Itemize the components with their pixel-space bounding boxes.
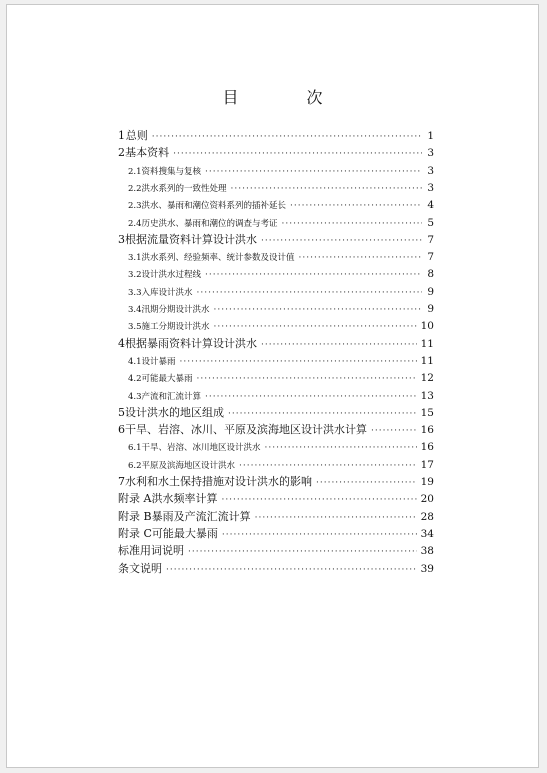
toc-entry-label: 施工分期设计洪水 [141, 322, 210, 333]
dot-leader [261, 234, 422, 248]
toc-entry-page: 9 [427, 303, 434, 315]
dot-leader [231, 182, 422, 196]
toc-entry [118, 406, 434, 420]
toc-entry [128, 319, 434, 333]
toc-entry-page: 20 [420, 493, 434, 506]
toc-entry-label: 干旱、岩溶、冰川、平原及滨海地区设计洪水计算 [125, 423, 367, 437]
toc-entry [128, 285, 434, 299]
dot-leader [205, 165, 422, 179]
toc-entry-number: 附录 A [118, 492, 152, 506]
toc-entry [128, 371, 434, 385]
dot-leader [371, 424, 417, 438]
toc-entry [128, 267, 434, 281]
toc-entry [128, 440, 434, 454]
toc-entry-number: 4 [118, 336, 125, 350]
dot-leader [290, 199, 422, 213]
toc-entry-number: 4.3 [128, 391, 142, 402]
toc-entry-label: 设计暴雨 [141, 356, 176, 367]
toc-entry [128, 164, 434, 178]
toc-entry-number: 3.4 [128, 305, 142, 315]
toc-entry-label: 洪水系列、经验频率、统计参数及设计值 [141, 253, 295, 264]
toc-entry-page: 16 [420, 424, 434, 437]
dot-leader [299, 251, 422, 265]
toc-entry-label: 条文说明 [118, 561, 162, 575]
toc-entry-number: 4.1 [128, 356, 142, 367]
toc-entry-number: 4.2 [128, 374, 142, 385]
toc-entry-label: 洪水频率计算 [151, 492, 218, 506]
toc-entry [118, 527, 434, 541]
toc-entry-page: 39 [420, 562, 434, 575]
toc-entry-page: 3 [427, 147, 434, 160]
toc-entry-number: 3.1 [128, 253, 142, 264]
toc-entry [118, 492, 434, 506]
toc-entry-label: 基本资料 [125, 146, 170, 160]
toc-entry [128, 389, 434, 403]
toc-entry-label: 汛期分期设计洪水 [141, 305, 210, 315]
toc-entry [118, 544, 434, 558]
toc-entry-page: 17 [420, 458, 434, 471]
dot-leader [173, 147, 422, 161]
toc-entry-page: 12 [420, 372, 434, 385]
toc-entry-page: 34 [420, 527, 434, 540]
toc-entry-number: 3.3 [128, 287, 142, 298]
toc-entry [118, 475, 434, 489]
toc-entry-label: 标准用词说明 [118, 544, 184, 558]
dot-leader [255, 511, 417, 525]
toc-entry [128, 216, 434, 230]
toc-entry-number: 3.5 [128, 322, 142, 333]
toc-entry [118, 146, 434, 160]
dot-leader [282, 217, 422, 231]
toc-entry-page: 5 [427, 216, 434, 229]
toc-entry-label: 可能最大暴雨 [141, 374, 193, 385]
toc-entry [118, 129, 434, 143]
toc-entry-label: 入库设计洪水 [141, 287, 193, 298]
toc-entry [118, 233, 434, 247]
toc-entry-page: 4 [427, 199, 434, 212]
toc-entry [118, 423, 434, 437]
toc-entry-number: 7 [118, 475, 125, 488]
toc-entry-label: 可能最大暴雨 [151, 526, 218, 540]
document-page [6, 4, 539, 768]
toc-entry-label: 根据暴雨资料计算设计洪水 [125, 336, 257, 350]
toc-entry-number: 3 [118, 232, 125, 246]
dot-leader [166, 563, 417, 577]
toc-entry-number: 1 [118, 129, 125, 142]
page-title: 目 次 [222, 88, 349, 107]
toc-entry-page: 7 [427, 233, 434, 246]
toc-entry-page: 3 [427, 164, 434, 177]
toc-entry-page: 13 [420, 389, 434, 402]
toc-entry [118, 562, 434, 576]
toc-entry-number: 2.1 [128, 166, 142, 177]
toc-entry [128, 198, 434, 212]
toc-entry-page: 3 [427, 181, 434, 194]
toc-entry-number: 2.2 [128, 183, 142, 194]
dot-leader [222, 528, 417, 542]
toc-entry-page: 28 [420, 510, 434, 523]
dot-leader [197, 372, 417, 386]
toc-entry-label: 设计洪水过程线 [141, 270, 202, 281]
toc-entry-page: 19 [420, 476, 434, 488]
toc-entry-label: 根据流量资料计算设计洪水 [125, 232, 257, 246]
toc-entry-page: 15 [420, 406, 434, 419]
dot-leader [221, 493, 416, 507]
toc-entry-label: 水利和水土保持措施对设计洪水的影响 [125, 475, 312, 488]
toc-entry-number: 6 [118, 423, 125, 437]
toc-entry-label: 干旱、岩溶、冰川地区设计洪水 [141, 443, 261, 454]
table-of-contents [7, 5, 538, 767]
toc-entry-number: 附录 B [118, 509, 152, 523]
dot-leader [180, 355, 417, 369]
toc-entry-page: 8 [427, 268, 434, 281]
dot-leader [316, 476, 417, 490]
toc-entry-label: 洪水、暴雨和潮位资料系列的插补延长 [141, 201, 287, 212]
toc-entry-page: 11 [420, 354, 434, 367]
dot-leader [152, 130, 422, 144]
toc-entry-number: 5 [118, 405, 125, 419]
toc-entry-page: 10 [420, 320, 434, 333]
toc-entry-page: 1 [427, 130, 434, 142]
toc-entry-number: 附录 C [118, 526, 152, 540]
toc-entry-page: 7 [427, 251, 434, 264]
toc-entry [118, 510, 434, 524]
toc-entry-number: 2 [118, 146, 125, 160]
toc-entry-page: 38 [420, 545, 434, 558]
toc-entry-number: 2.3 [128, 201, 142, 212]
toc-entry-label: 平原及滨海地区设计洪水 [141, 460, 236, 471]
toc-entry-label: 资料搜集与复核 [141, 166, 202, 177]
toc-entry-label: 产流和汇流计算 [141, 391, 202, 402]
dot-leader [239, 459, 417, 473]
toc-entry-label: 设计洪水的地区组成 [125, 405, 224, 419]
toc-entry [128, 354, 434, 368]
toc-entry-number: 2.4 [128, 218, 142, 229]
toc-entry-label: 暴雨及产流汇流计算 [151, 509, 251, 523]
toc-entry-label: 总则 [125, 129, 148, 142]
toc-entry [118, 337, 434, 351]
dot-leader [197, 286, 422, 300]
toc-entry-number: 6.1 [128, 443, 142, 454]
toc-entry [128, 181, 434, 195]
dot-leader [228, 407, 417, 421]
toc-entry-page: 11 [420, 337, 434, 350]
toc-entry-page: 9 [427, 285, 434, 298]
dot-leader [214, 320, 417, 334]
dot-leader [205, 268, 422, 282]
dot-leader [188, 545, 417, 559]
toc-entry [128, 250, 434, 264]
toc-entry-label: 历史洪水、暴雨和潮位的调查与考证 [141, 218, 278, 229]
toc-entry [128, 302, 434, 316]
dot-leader [214, 303, 422, 317]
toc-entry-number: 3.2 [128, 270, 142, 281]
dot-leader [265, 441, 417, 455]
toc-entry-page: 16 [420, 441, 434, 454]
dot-leader [261, 338, 417, 352]
toc-entry [128, 458, 434, 472]
toc-entry-number: 6.2 [128, 460, 142, 471]
toc-entry-label: 洪水系列的一致性处理 [141, 183, 227, 194]
dot-leader [205, 390, 417, 404]
